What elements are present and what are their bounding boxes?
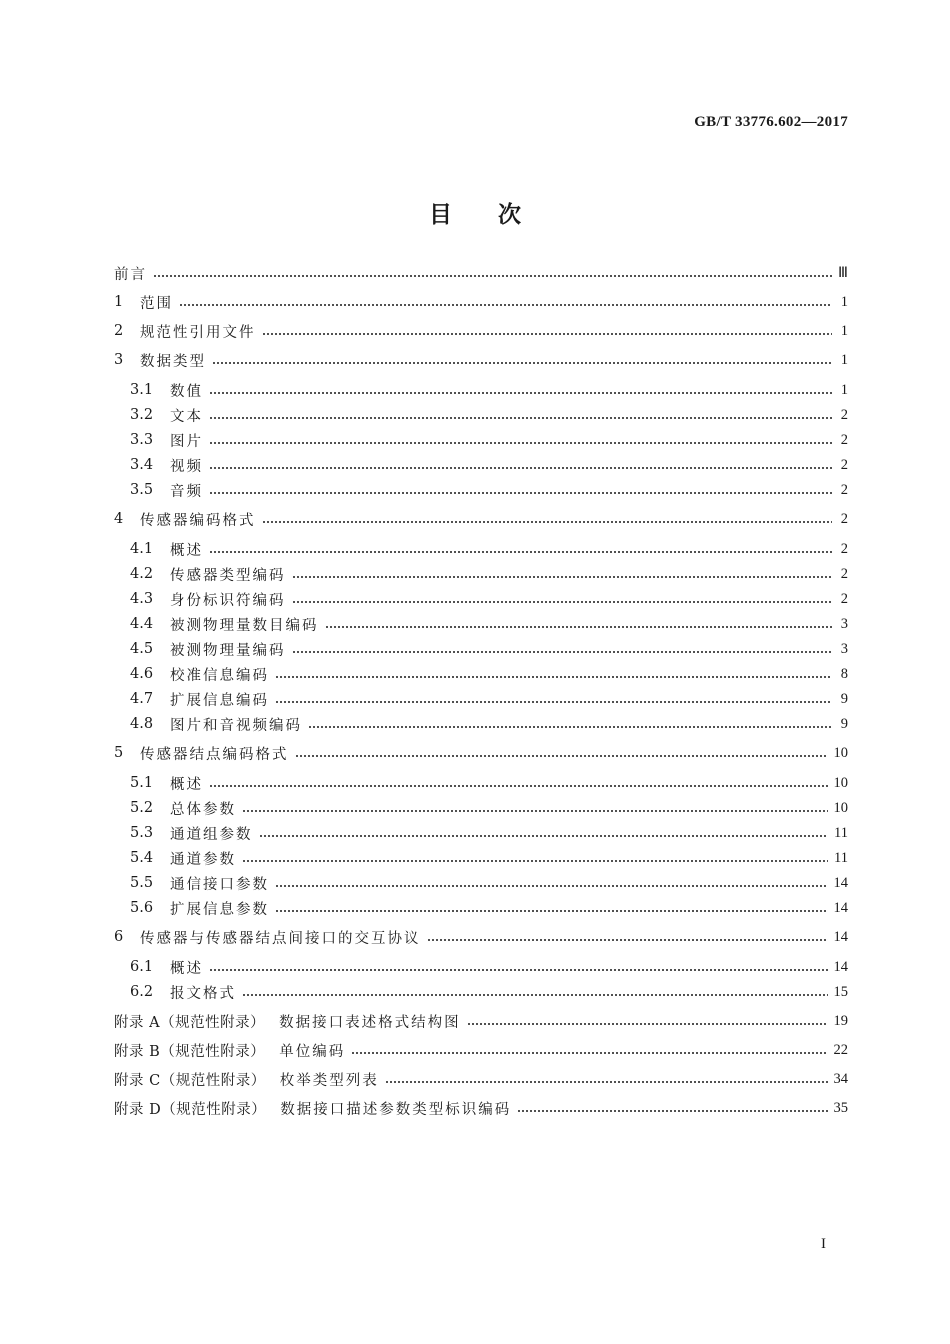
- dot-leader: [242, 797, 828, 819]
- dot-leader: [275, 897, 828, 919]
- toc-entry[interactable]: [130, 897, 848, 919]
- toc-entry[interactable]: [130, 713, 848, 735]
- toc-entry-page: 14: [833, 958, 848, 975]
- page-number: I: [821, 1236, 826, 1252]
- dot-leader: [275, 663, 832, 685]
- toc-entry-page: 9: [840, 715, 848, 732]
- toc-entry-page: 2: [840, 565, 848, 582]
- toc-entry-title: 音频: [170, 483, 203, 500]
- toc-entry-title: 通道参数: [170, 851, 236, 868]
- dot-leader: [209, 956, 828, 978]
- toc-entry[interactable]: [130, 822, 848, 844]
- toc-entry-page: 10: [833, 744, 848, 761]
- toc-entry-title: 身份标识符编码: [170, 592, 286, 609]
- toc-entry-number: 5: [114, 745, 124, 761]
- dot-leader: [385, 1068, 828, 1090]
- toc-entry-page: 11: [834, 824, 848, 841]
- toc-entry-number: 4.4: [130, 616, 154, 632]
- toc-entry-page: 19: [833, 1012, 848, 1029]
- toc-entry-number: 1: [114, 294, 124, 310]
- toc-entry[interactable]: [130, 379, 848, 401]
- toc-entry-page: 22: [833, 1041, 848, 1058]
- toc-entry[interactable]: [130, 688, 848, 710]
- toc-entry[interactable]: [130, 956, 848, 978]
- toc-entry-number: 4.8: [130, 716, 154, 732]
- toc-entry-page: 2: [840, 431, 848, 448]
- toc-entry-page: 10: [833, 774, 848, 791]
- toc-entry-title: 传感器结点编码格式: [140, 746, 289, 763]
- dot-leader: [262, 508, 833, 530]
- toc-entry-title: 概述: [170, 960, 203, 977]
- dot-leader: [209, 379, 832, 401]
- toc-entry-title: 被测物理量编码: [170, 642, 286, 659]
- toc-entry[interactable]: [114, 291, 848, 313]
- toc-entry-number: 6.2: [130, 984, 154, 1000]
- toc-entry-number: 5.3: [130, 825, 154, 841]
- toc-entry-number: 5.4: [130, 850, 154, 866]
- toc-entry-title: 概述: [170, 542, 203, 559]
- toc-entry-number: 附录 A（规范性附录）: [114, 1014, 266, 1031]
- toc-entry[interactable]: [130, 479, 848, 501]
- toc-entry[interactable]: [130, 638, 848, 660]
- toc-entry-title: 校准信息编码: [170, 667, 269, 684]
- dot-leader: [275, 688, 832, 710]
- toc-entry-page: 14: [833, 874, 848, 891]
- toc-entry-title: 概述: [170, 776, 203, 793]
- toc-entry-page: 2: [840, 406, 848, 423]
- toc-entry-title: 图片: [170, 433, 203, 450]
- dot-leader: [153, 262, 832, 284]
- toc-entry-number: 3.4: [130, 457, 154, 473]
- toc-entry-number: 6: [114, 929, 124, 945]
- dot-leader: [209, 429, 832, 451]
- toc-entry-title: 单位编码: [279, 1043, 346, 1060]
- toc-entry[interactable]: [130, 454, 848, 476]
- toc-entry[interactable]: [130, 538, 848, 560]
- toc-entry[interactable]: [130, 797, 848, 819]
- toc-entry-page: 3: [840, 640, 848, 657]
- toc-entry-number: 6.1: [130, 959, 154, 975]
- toc-entry-title: 通信接口参数: [170, 876, 269, 893]
- toc-entry-title: 文本: [170, 408, 203, 425]
- toc-entry-number: 4: [114, 511, 124, 527]
- dot-leader: [292, 638, 833, 660]
- toc-entry-title: 前言: [114, 266, 147, 283]
- toc-entry-number: 2: [114, 323, 124, 339]
- dot-leader: [209, 404, 832, 426]
- toc-entry-page: 2: [840, 456, 848, 473]
- toc-entry-number: 5.2: [130, 800, 154, 816]
- dot-leader: [295, 742, 828, 764]
- toc-entry-title: 数据接口表述格式结构图: [279, 1014, 461, 1031]
- toc-entry-number: 3.5: [130, 482, 154, 498]
- toc-entry-number: 4.2: [130, 566, 154, 582]
- toc-entry-page: 10: [833, 799, 848, 816]
- toc-entry-page: 14: [833, 899, 848, 916]
- toc-entry-page: 1: [840, 322, 848, 339]
- toc-entry-number: 5.5: [130, 875, 154, 891]
- toc-entry-page: 3: [840, 615, 848, 632]
- dot-leader: [209, 479, 832, 501]
- toc-entry-title: 报文格式: [170, 985, 236, 1002]
- toc-entry[interactable]: [130, 404, 848, 426]
- toc-entry-page: 2: [840, 510, 848, 527]
- toc-entry-title: 数值: [170, 383, 203, 400]
- toc-entry-title: 扩展信息编码: [170, 692, 269, 709]
- toc-entry-number: 5.6: [130, 900, 154, 916]
- toc-entry-page: 15: [833, 983, 848, 1000]
- toc-entry-page: 2: [840, 590, 848, 607]
- toc-entry-page: 1: [840, 381, 848, 398]
- dot-leader: [517, 1097, 827, 1119]
- toc-entry-page: 9: [840, 690, 848, 707]
- toc-entry-title: 被测物理量数目编码: [170, 617, 319, 634]
- toc-entry[interactable]: [114, 508, 848, 530]
- toc-entry[interactable]: [130, 613, 848, 635]
- toc-entry-title: 通道组参数: [170, 826, 253, 843]
- toc-entry-number: 附录 D（规范性附录）: [114, 1101, 267, 1118]
- toc-entry[interactable]: [114, 320, 848, 342]
- toc-entry[interactable]: [130, 588, 848, 610]
- toc-entry[interactable]: [130, 663, 848, 685]
- toc-entry-number: 4.7: [130, 691, 154, 707]
- dot-leader: [308, 713, 832, 735]
- toc-entry[interactable]: [130, 872, 848, 894]
- toc-entry-page: 1: [840, 351, 848, 368]
- toc-entry-number: 附录 C（规范性附录）: [114, 1072, 266, 1089]
- toc-entry-title: 视频: [170, 458, 203, 475]
- dot-leader: [292, 588, 833, 610]
- dot-leader: [467, 1010, 828, 1032]
- dot-leader: [292, 563, 833, 585]
- dot-leader: [242, 847, 828, 869]
- toc-entry-page: 8: [840, 665, 848, 682]
- toc-entry[interactable]: [114, 349, 848, 371]
- dot-leader: [351, 1039, 827, 1061]
- toc-entry[interactable]: [114, 1068, 848, 1090]
- toc-entry-number: 4.3: [130, 591, 154, 607]
- toc-entry-number: 4.5: [130, 641, 154, 657]
- dot-leader: [209, 454, 832, 476]
- toc-entry-number: 3: [114, 352, 124, 368]
- page-title: 目次: [429, 202, 567, 228]
- dot-leader: [427, 926, 828, 948]
- toc-entry[interactable]: [130, 847, 848, 869]
- standard-number: GB/T 33776.602—2017: [694, 114, 848, 130]
- toc-entry[interactable]: [114, 1010, 848, 1032]
- toc-entry-number: 4.6: [130, 666, 154, 682]
- toc-entry-title: 范围: [140, 295, 173, 312]
- toc-entry[interactable]: [114, 1039, 848, 1061]
- toc-entry-title: 总体参数: [170, 801, 236, 818]
- toc-entry-title: 扩展信息参数: [170, 901, 269, 918]
- dot-leader: [212, 349, 832, 371]
- toc-entry-page: Ⅲ: [838, 264, 848, 281]
- toc-entry[interactable]: [114, 262, 848, 284]
- toc-entry-page: 35: [833, 1099, 848, 1116]
- dot-leader: [262, 320, 833, 342]
- toc-entry-number: 3.3: [130, 432, 154, 448]
- toc-entry-number: 3.2: [130, 407, 154, 423]
- dot-leader: [259, 822, 829, 844]
- toc-entry-page: 14: [833, 928, 848, 945]
- toc-entry-number: 附录 B（规范性附录）: [114, 1043, 266, 1060]
- toc-entry-number: 3.1: [130, 382, 154, 398]
- toc-entry-title: 传感器编码格式: [140, 512, 256, 529]
- toc-entry[interactable]: [114, 742, 848, 764]
- toc-entry-title: 数据类型: [140, 353, 206, 370]
- dot-leader: [209, 538, 832, 560]
- dot-leader: [179, 291, 832, 313]
- dot-leader: [325, 613, 833, 635]
- toc-entry-title: 图片和音视频编码: [170, 717, 302, 734]
- toc-entry[interactable]: [114, 926, 848, 948]
- dot-leader: [209, 772, 828, 794]
- toc-entry-page: 1: [840, 293, 848, 310]
- dot-leader: [242, 981, 828, 1003]
- toc-entry-title: 传感器类型编码: [170, 567, 286, 584]
- toc-entry-page: 11: [834, 849, 848, 866]
- toc-entry-page: 34: [833, 1070, 848, 1087]
- toc-entry[interactable]: [114, 1097, 848, 1119]
- toc-entry-page: 2: [840, 540, 848, 557]
- toc-entry-title: 规范性引用文件: [140, 324, 256, 341]
- toc-entry[interactable]: [130, 772, 848, 794]
- toc-entry-title: 数据接口描述参数类型标识编码: [280, 1101, 512, 1118]
- toc-entry[interactable]: [130, 981, 848, 1003]
- toc-entry-page: 2: [840, 481, 848, 498]
- dot-leader: [275, 872, 828, 894]
- toc-entry-number: 5.1: [130, 775, 154, 791]
- toc-entry-number: 4.1: [130, 541, 154, 557]
- toc-entry-title: 枚举类型列表: [279, 1072, 379, 1089]
- toc-entry[interactable]: [130, 429, 848, 451]
- toc-entry-title: 传感器与传感器结点间接口的交互协议: [140, 930, 421, 947]
- toc-entry[interactable]: [130, 563, 848, 585]
